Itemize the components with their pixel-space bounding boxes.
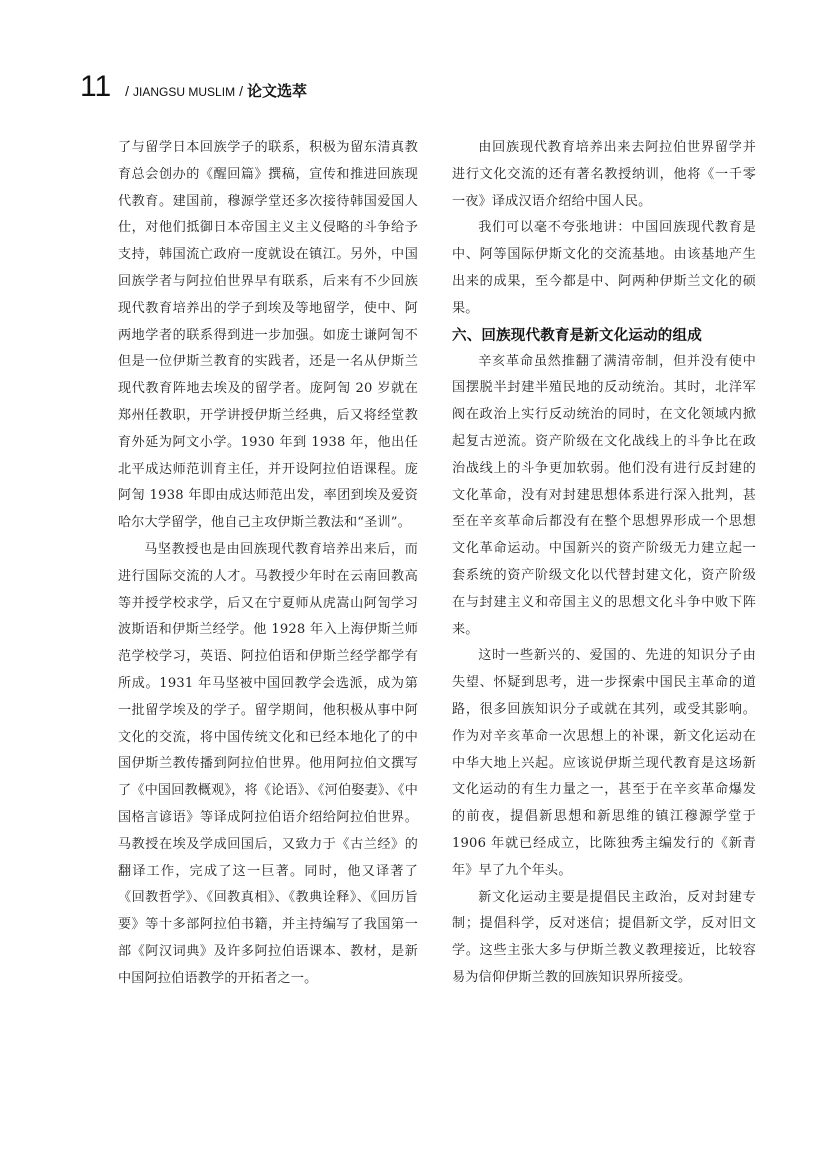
- header-separator: /: [239, 83, 243, 99]
- left-column: [118, 135, 418, 993]
- paragraph: 新文化运动主要是提倡民主政治，反对封建专制；提倡科学，反对迷信；提倡新文学，反对旧文学。这些主张大多与伊斯兰教义教理接近，比较容易为信仰伊斯兰教的回族知识界所接受。: [452, 889, 756, 985]
- paragraph: 辛亥革命虽然推翻了满清帝制，但并没有使中国摆脱半封建半殖民地的反动统治。其时，北洋军阀在政治上实行反动统治的同时，在文化领域内掀起复古逆流。资产阶级在文化战线上的斗争比在政治战线上的斗争更加软弱。他们没有进行反封建的文化革命，没有对封建思想体系进行深入批判，甚至在辛亥革命后都没有在整个思想界形成一个思想文化革命运动。中国新兴的资产阶级无力建立起一套系统的资产阶级文化以代替封建文化，资产阶级在与封建主义和帝国主义的思想文化斗争中败下阵来。: [452, 353, 756, 637]
- page-header: [80, 70, 307, 110]
- paragraph: 这时一些新兴的、爱国的、先进的知识分子由失望、怀疑到思考，进一步探索中国民主革命的道路，很多回族知识分子或就在其列，或受其影响。作为对辛亥革命一次思想上的补课，新文化运动在中华大地上兴起。应该说伊斯兰现代教育是这场新文化运动的有生力量之一，甚至于在辛亥革命爆发的前夜，提倡新思想和新思维的镇江穆源学堂于 1906 年就已经成立，比陈独秀主编发行的《新青年》早了九个年头。: [452, 648, 756, 878]
- section-heading: 六、回族现代教育是新文化运动的组成: [452, 327, 702, 344]
- page-number: 11: [80, 70, 112, 103]
- header-separator: /: [125, 83, 130, 99]
- paragraph: 我们可以毫不夸张地讲：中国回族现代教育是中、阿等国际伊斯文化的交流基地。由该基地产生出来的成果，至今都是中、阿两种伊斯兰文化的硕果。: [452, 220, 756, 316]
- paragraph: 由回族现代教育培养出来去阿拉伯世界留学并进行文化交流的还有著名教授纳训，他将《一千零一夜》译成汉语介绍给中国人民。: [452, 140, 756, 209]
- paragraph: 马坚教授也是由回族现代教育培养出来后，而进行国际交流的人才。马教授少年时在云南回教高等并授学校求学，后又在宁夏师从虎嵩山阿訇学习波斯语和伊斯兰经学。他 1928 年入上海伊斯兰师范学校学习，英语、阿拉伯语和伊斯兰经学都学有所成。1931 年马坚被中国回教学会选派，成为第一批留学埃及的学子。留学期间，他积极从事中阿文化的交流，将中国传统文化和已经本地化了的中国伊斯兰教传播到阿拉伯世界。他用阿拉伯文撰写了《中国回教概观》，将《论语》、《河伯娶妻》、《中国格言谚语》等译成阿拉伯语介绍给阿拉伯世界。马教授在埃及学成回国后，又致力于《古兰经》的翻译工作，完成了这一巨著。同时，他又译著了《回教哲学》、《回教真相》、《教典诠释》、《回历旨要》等十多部阿拉伯书籍，并主持编写了我国第一部《阿汉词典》及许多阿拉伯语课本、教材，是新中国阿拉伯语教学的开拓者之一。: [118, 541, 418, 986]
- section-title: 论文选萃: [246, 82, 307, 100]
- paragraph: 了与留学日本回族学子的联系，积极为留东清真教育总会创办的《醒回篇》撰稿，宣传和推进回族现代教育。建国前，穆源学堂还多次接待韩国爱国人仕，对他们抵御日本帝国主义主义侵略的斗争给予支持，韩国流亡政府一度就设在镇江。另外，中国回族学者与阿拉伯世界早有联系，后来有不少回族现代教育培养出的学子到埃及等地留学，使中、阿两地学者的联系得到进一步加强。如庞士谦阿訇不但是一位伊斯兰教育的实践者，还是一名从伊斯兰现代教育阵地去埃及的留学者。庞阿訇 20 岁就在郑州任教职，开学讲授伊斯兰经典，后又将经堂教育外延为阿文小学。1930 年到 1938 年，他出任北平成达师范训育主任，并开设阿拉伯语课程。庞阿訇 1938 年即由成达师范出发，率团到埃及爱资哈尔大学留学，他自己主攻伊斯兰教法和“圣训”。: [118, 140, 418, 531]
- right-column: [452, 135, 756, 992]
- journal-name: JIANGSU MUSLIM: [133, 85, 236, 99]
